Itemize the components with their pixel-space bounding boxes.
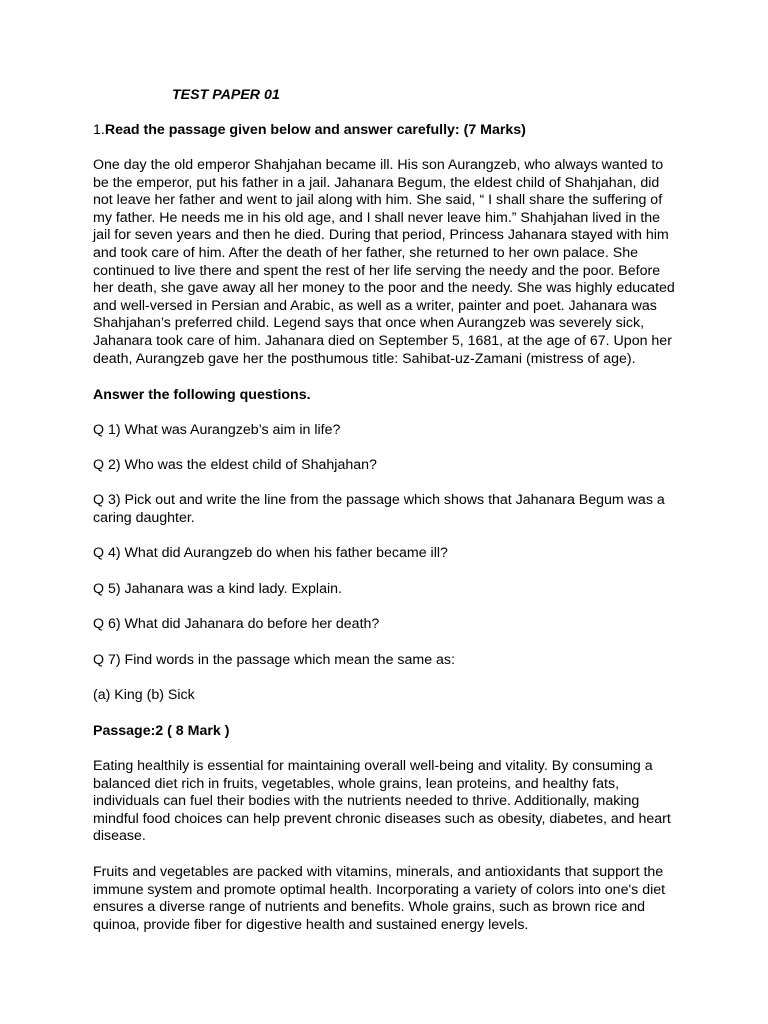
- page-title: TEST PAPER 01: [172, 87, 280, 103]
- passage-line: individuals can fuel their bodies with the nutrients needed to thrive. Additionally, making: [93, 793, 640, 810]
- passage-line: and took care of him. After the death of her father, she returned to her own palace. She: [93, 244, 638, 261]
- question-4: Q 4) What did Aurangzeb do when his father became ill?: [93, 545, 448, 561]
- question-line: caring daughter.: [93, 509, 195, 526]
- passage-line: Eating healthily is essential for maintaining overall well-being and vitality. By consuming a: [93, 758, 653, 774]
- passage-line: quinoa, provide fiber for digestive health and sustained energy levels.: [93, 916, 529, 933]
- passage-line: my father. He needs me in his old age, and I shall never leave him.” Shahjahan lived in the: [93, 209, 661, 226]
- passage-1: [93, 157, 693, 368]
- passage-line: be the emperor, put his father in a jail. Jahanara Begum, the eldest child of Shahjahan, did: [93, 174, 660, 191]
- passage-line: Shahjahan’s preferred child. Legend says that once when Aurangzeb was severely sick,: [93, 315, 645, 332]
- passage-line: disease.: [93, 828, 146, 845]
- passage-line: death, Aurangzeb gave her the posthumous title: Sahibat-uz-Zamani (mistress of age).: [93, 350, 636, 367]
- passage-line: One day the old emperor Shahjahan became ill. His son Aurangzeb, who always wanted to: [93, 157, 664, 173]
- passage-2-paragraph-2: [93, 864, 693, 934]
- passage-line: jail for seven years and then he died. During that period, Princess Jahanara stayed with him: [93, 227, 669, 244]
- question-3: [93, 492, 683, 527]
- passage-line: her death, she gave away all her money to the poor and the needy. She was highly educated: [93, 280, 675, 297]
- answer-heading: Answer the following questions.: [93, 387, 311, 403]
- question-1-instruction: [93, 122, 683, 140]
- passage-2-heading: Passage:2 ( 8 Mark ): [93, 723, 230, 739]
- question-line: Q 3) Pick out and write the line from the passage which shows that Jahanara Begum was a: [93, 492, 665, 508]
- passage-line: mindful food choices can help prevent chronic diseases such as obesity, diabetes, and heart: [93, 810, 671, 827]
- passage-line: immune system and promote optimal health. Incorporating a variety of colors into one's diet: [93, 881, 666, 898]
- passage-line: balanced diet rich in fruits, vegetables, whole grains, lean proteins, and healthy fats,: [93, 775, 620, 792]
- question-2: Q 2) Who was the eldest child of Shahjahan?: [93, 457, 377, 473]
- question-number: 1.: [93, 122, 105, 138]
- passage-line: ensures a diverse range of nutrients and benefits. Whole grains, such as brown rice and: [93, 899, 646, 916]
- question-5: Q 5) Jahanara was a kind lady. Explain.: [93, 581, 342, 597]
- passage-2-paragraph-1: [93, 758, 693, 846]
- passage-line: continued to live there and spent the rest of her life serving the needy and the poor. Before: [93, 262, 661, 279]
- passage-line: Fruits and vegetables are packed with vitamins, minerals, and antioxidants that support the: [93, 864, 664, 880]
- passage-line: not leave her father and went to jail along with him. She said, “ I shall share the suffering of: [93, 192, 663, 209]
- question-7: Q 7) Find words in the passage which mean the same as:: [93, 652, 455, 668]
- instruction-text: Read the passage given below and answer carefully: (7 Marks): [104, 122, 526, 138]
- passage-line: Jahanara took care of him. Jahanara died on September 5, 1681, at the age of 67. Upon her: [93, 332, 672, 349]
- question-6: Q 6) What did Jahanara do before her death?: [93, 616, 380, 632]
- question-1: Q 1) What was Aurangzeb’s aim in life?: [93, 422, 341, 438]
- question-7-options: (a) King (b) Sick: [93, 687, 195, 703]
- passage-line: and well-versed in Persian and Arabic, as well as a writer, painter and poet. Jahanara was: [93, 297, 657, 314]
